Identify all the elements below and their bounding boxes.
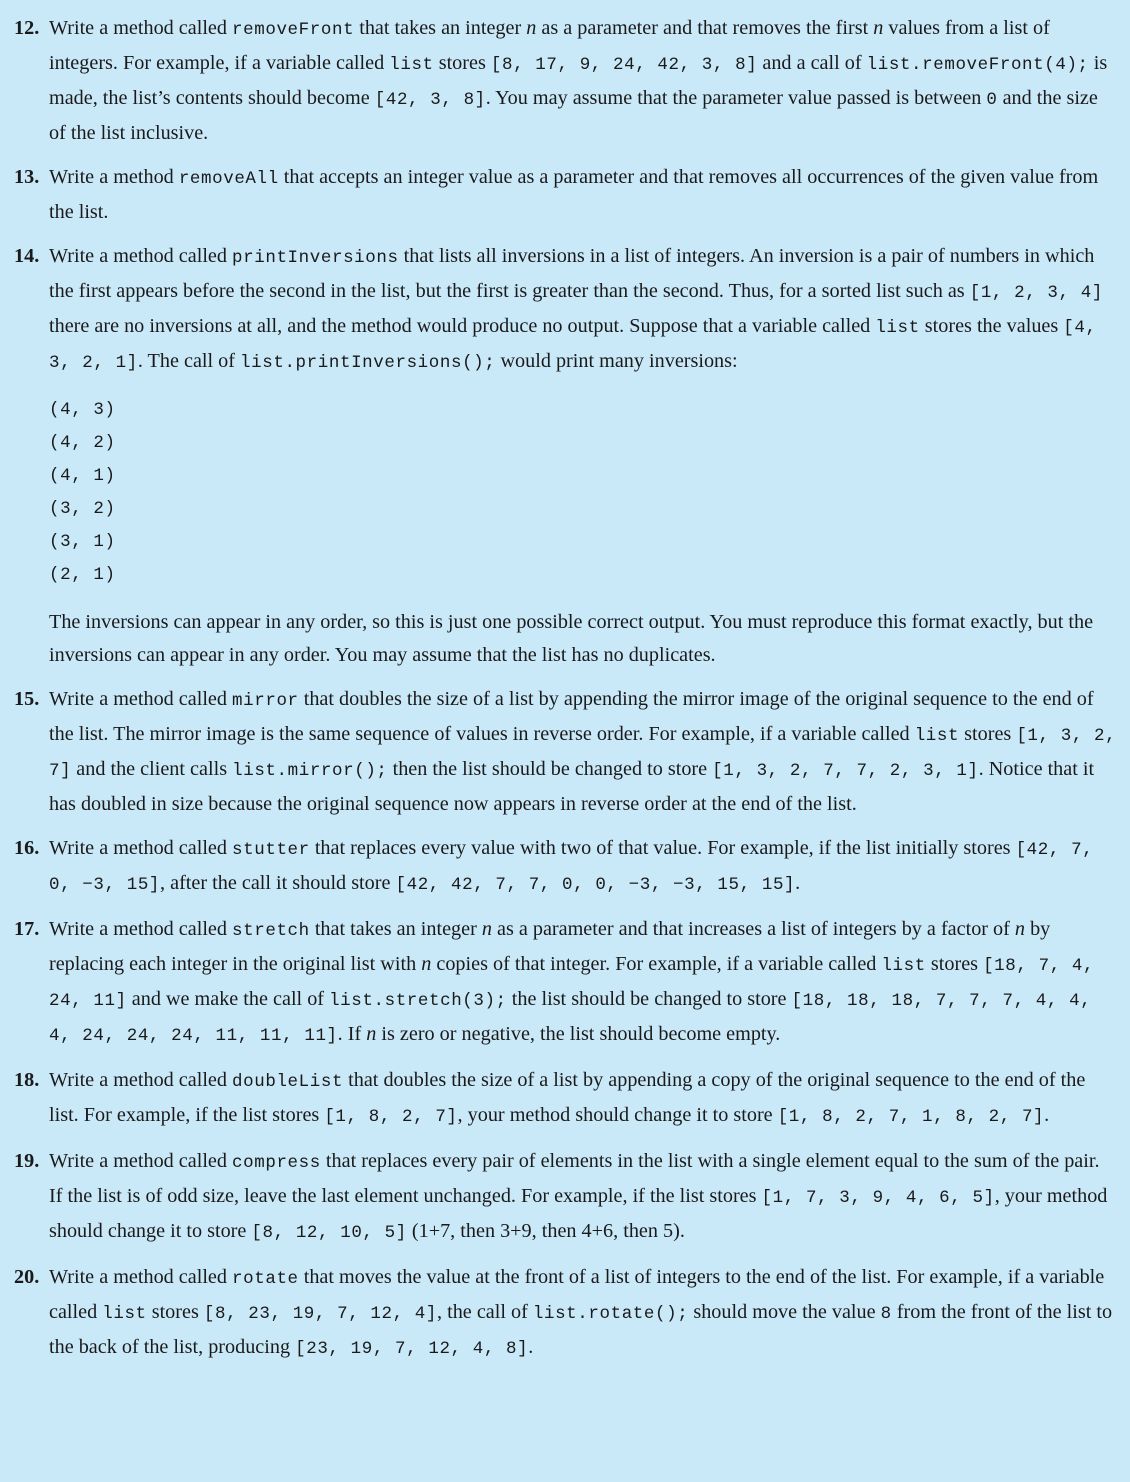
exercise-14: 14. Write a method called printInversions that lists all inversions in a list of integers. An inversion is a pair of numbers in which the first appears before the second in the list, but the first is greater than the second. Thus, for a sorted list such as [1, 2, 3, 4] there are no inversions at all, and the method would produce no output. Suppose that a variable called list stores the values [4, 3, 2, 1]. The call of list.printInversions(); would print many inversions: (4, 3) (4, 2) (4, 1) (3, 2) (3, 1) (2, 1) The inversions can appear in any order, so this is just one possible correct output. You must reproduce this format exactly, but the inversions can appear in any order. You may assume that the list has no duplicates.	[14, 240, 1118, 672]
exercise-20: 20. Write a method called rotate that moves the value at the front of a list of integers to the end of the list. For example, if a variable called list stores [8, 23, 19, 7, 12, 4], the call of list.rotate(); should move the value 8 from the front of the list to the back of the list, producing [23, 19, 7, 12, 4, 8].	[14, 1261, 1118, 1366]
exercise-number: 19.	[14, 1150, 40, 1172]
method-name: printInversions	[232, 248, 399, 268]
exercise-number: 13.	[14, 166, 40, 188]
method-name: rotate	[232, 1269, 299, 1289]
exercise-15: 15. Write a method called mirror that doubles the size of a list by appending the mirror image of the original sequence to the end of the list. The mirror image is the same sequence of values in reverse order. For example, if a variable called list stores [1, 3, 2, 7] and the client calls list.mirror(); then the list should be changed to store [1, 3, 2, 7, 7, 2, 3, 1]. Notice that it has doubled in size because the original sequence now appears in reverse order at the end of the list.	[14, 683, 1118, 821]
exercise-17: 17. Write a method called stretch that takes an integer n as a parameter and that increases a list of integers by a factor of n by replacing each integer in the original list with n copies of that integer. For example, if a variable called list stores [18, 7, 4, 24, 11] and we make the call of list.stretch(3); the list should be changed to store [18, 18, 18, 7, 7, 7, 4, 4, 4, 24, 24, 24, 11, 11, 11]. If n is zero or negative, the list should become empty.	[14, 913, 1118, 1053]
exercise-14-note: The inversions can appear in any order, so this is just one possible correct output. You must reproduce this format exactly, but the inversions can appear in any order. You may assume that the list has no duplicates.	[49, 611, 1094, 666]
method-name: removeAll	[178, 169, 279, 189]
sample-output: (4, 3) (4, 2) (4, 1) (3, 2) (3, 1) (2, 1)	[49, 400, 116, 585]
exercise-number: 12.	[14, 17, 40, 39]
exercise-number: 20.	[14, 1266, 40, 1288]
exercise-12: 12. Write a method called removeFront that takes an integer n as a parameter and that removes the first n values from a list of integers. For example, if a variable called list stores [8, 17, 9, 24, 42, 3, 8] and a call of list.removeFront(4); is made, the list’s contents should become [42, 3, 8]. You may assume that the parameter value passed is between 0 and the size of the list inclusive.	[14, 12, 1118, 150]
exercise-19: 19. Write a method called compress that replaces every pair of elements in the list with a single element equal to the sum of the pair. If the list is of odd size, leave the last element unchanged. For example, if the list stores [1, 7, 3, 9, 4, 6, 5], your method should change it to store [8, 12, 10, 5] (1+7, then 3+9, then 4+6, then 5).	[14, 1145, 1118, 1250]
method-name: mirror	[232, 691, 299, 711]
exercise-16: 16. Write a method called stutter that replaces every value with two of that value. For example, if the list initially stores [42, 7, 0, −3, 15], after the call it should store [42, 42, 7, 7, 0, 0, −3, −3, 15, 15].	[14, 832, 1118, 902]
exercise-number: 16.	[14, 837, 40, 859]
exercise-number: 18.	[14, 1069, 40, 1091]
exercise-number: 15.	[14, 688, 40, 710]
method-name: doubleList	[232, 1072, 344, 1092]
method-name: removeFront	[232, 20, 355, 40]
exercise-18: 18. Write a method called doubleList that doubles the size of a list by appending a copy of the original sequence to the end of the list. For example, if the list stores [1, 8, 2, 7], your method should change it to store [1, 8, 2, 7, 1, 8, 2, 7].	[14, 1064, 1118, 1134]
method-name: stretch	[232, 921, 310, 941]
exercise-number: 14.	[14, 245, 40, 267]
method-name: compress	[232, 1153, 321, 1173]
method-name: stutter	[232, 840, 310, 860]
exercise-number: 17.	[14, 918, 40, 940]
exercise-13: 13. Write a method removeAll that accepts an integer value as a parameter and that removes all occurrences of the given value from the list.	[14, 161, 1118, 229]
